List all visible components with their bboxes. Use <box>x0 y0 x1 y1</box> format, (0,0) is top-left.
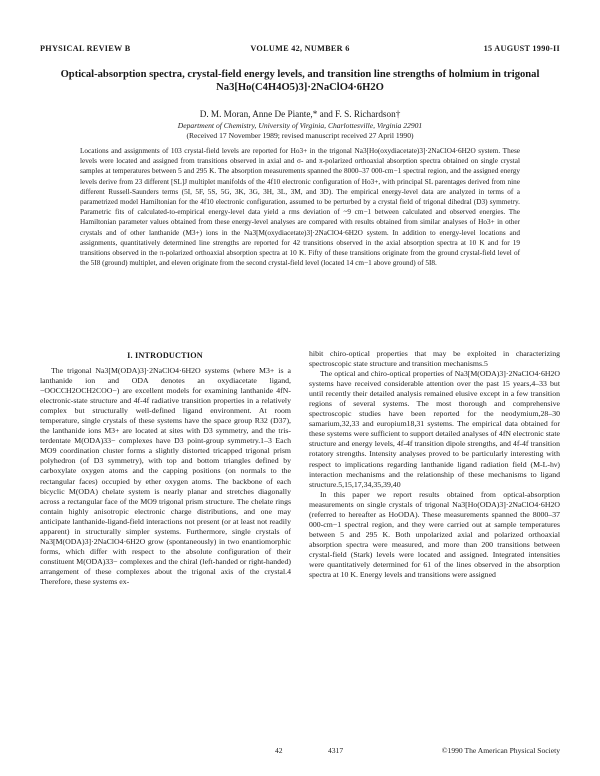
received-dates: (Received 17 November 1989; revised manuscript received 27 April 1990) <box>186 131 414 140</box>
left-column <box>40 366 291 587</box>
paragraph: In this paper we report results obtained from optical-absorption measurements on single crystals of trigonal Na3[Ho(ODA)3]·2NaClO4·6H2O (referred to hereafter as HoODA). These measurements spanned the 8000–37 000-cm−1 spectral region, and they were carried out at sample temperatures between 5 and 295 K. Both unpolarized axial and polarized orthoaxial absorption spectra were measured, and more than 200 transitions between crystal-field (Stark) levels were located and assigned. Integrated intensities were quantitatively determined for 61 of the lines observed in the absorption spectra at 10 K. Energy levels and transitions were assigned <box>309 489 560 580</box>
page-footer <box>40 746 560 758</box>
volume-page-number: 42 <box>275 746 283 755</box>
paragraph: The trigonal Na3[M(ODA)3]·2NaClO4·6H2O systems (where M3+ is a lanthanide ion and ODA denotes an oxydiacetate ligand, −OOCCH2OCH2COO−) are excellent models for examining lanthanide 4fN-electronic-state structure and 4f-4f radiative transition properties in a relatively complex but structurally well-defined ligand environment. At room temperature, single crystals of these systems have the space group R32 (D37), the lanthanide ions M3+ are located at sites with D3 symmetry, and the tris-terdentate M(ODA)33− complexes have D3 point-group symmetry.1–3 Each MO9 coordination cluster forms a slightly distorted tricapped trigonal prism polyhedron (of D3 symmetry), with top and bottom triangles defined by carboxylate oxygen atoms and the capping positions (on normals to the rectangular faces) occupied by ether oxygen atoms. The backbone of each bicyclic M(ODA) chelate system is nearly planar and stretches diagonally across a rectangular face of the MO9 trigonal prism structure. The chelate rings contain highly anisotropic electronic charge distributions, and one may anticipate lanthanide-ligand-field interactions not present (or at least not readily apparent) in structurally simpler systems. Furthermore, single crystals of Na3[M(ODA)3]·2NaClO4·6H2O grow (spontaneously) in two enantiomorphic forms, which differ with respect to the absolute configuration of their constituent M(ODA)33− complexes and the chiral (left-handed or right-handed) arrangement of these complexes about the trigonal axis of the crystal.4 Therefore, these systems ex- <box>40 366 291 586</box>
author-list: D. M. Moran, Anne De Piante,* and F. S. Richardson† <box>199 109 401 119</box>
copyright-notice: ©1990 The American Physical Society <box>441 746 560 755</box>
paragraph: hibit chiro-optical properties that may be exploited in characterizing spectroscopic state structure and transition mechanisms.5 <box>309 349 560 369</box>
article-page-number: 4317 <box>328 746 344 755</box>
right-column <box>309 349 560 580</box>
journal-name: PHYSICAL REVIEW B <box>40 44 131 53</box>
issue-date: 15 AUGUST 1990-II <box>483 44 560 53</box>
affiliation: Department of Chemistry, University of Virginia, Charlottesville, Virginia 22901 <box>177 121 423 130</box>
paragraph: The optical and chiro-optical properties of Na3[M(ODA)3]·2NaClO4·6H2O systems have received considerable attention over the past 15 years,4–33 but until recently their detailed analysis remained elusive except in a few transition regions of several systems. The most thorough and comprehensive spectroscopic studies have been reported for the neodymium,28–30 samarium,32,33 and europium18,31 systems. The empirical data obtained for these systems were sufficient to support detailed analyses of 4fN electronic state structure and energy levels, 4f-4f transition dipole strengths, and 4f-4f transition rotatory strengths. Intensity analyses proved to be particularly interesting with respect to implications regarding lanthanide ligand radiation field (M-L-hν) interaction mechanisms and the relationship of these mechanisms to ligand structure.5,15,17,34,35,39,40 <box>309 369 560 489</box>
volume-number: VOLUME 42, NUMBER 6 <box>250 44 350 53</box>
section-heading-introduction: I. INTRODUCTION <box>127 351 203 360</box>
running-header <box>40 44 560 56</box>
article-title: Optical-absorption spectra, crystal-field energy levels, and transition line strengths of holmium in trigonal Na3[Ho(C4H4O5)3]·2NaClO4·6H2O <box>60 69 540 93</box>
abstract: Locations and assignments of 103 crystal-field levels are reported for Ho3+ in the trigonal Na3[Ho(oxydiacetate)3]·2NaClO4·6H2O system. These levels were located and assigned from transitions observed in axial and σ- and π-polarized orthoaxial absorption spectra obtained on single crystal samples at temperatures between 5 and 295 K. The absorption measurements spanned the 8000–37 000-cm−1 spectral region, and the assigned energy levels derive from 23 different [SL]J multiplet manifolds of the 4f10 electronic configuration of Ho3+, with principal SL parentages derived from nine different Russell-Saunders terms (5I, 5F, 5S, 5G, 3K, 3G, 3H, 3L, 3M, and 3D). The empirical energy-level data are analyzed in terms of a parametrized model Hamiltonian for the 4f10 electronic configuration, assumed to be perturbed by a crystal field of trigonal dihedral (D3) symmetry. Parametric fits of calculated-to-empirical energy-level data yield a rms deviation of ~9 cm−1 between calculated and observed energies. The Hamiltonian parameter values obtained from these energy-level analyses are compared with results obtained from similar analyses of Ho3+ in other crystals and of other lanthanide (M3+) ions in the Na3[M(oxydiacetate)3]·2NaClO4·6H2O system. In addition to energy-level locations and assignments, quantitatively determined line strengths are reported for 42 transitions observed in the axial absorption spectra at 10 K and for 19 transitions observed in the π-polarized orthoaxial absorption spectra at 10 K. Fifty of these transitions originate from the ground crystal-field level of the 5I8 (ground) multiplet, and eleven originate from the second crystal-field level (located 14 cm−1 above ground) of 5I8. <box>80 147 520 268</box>
